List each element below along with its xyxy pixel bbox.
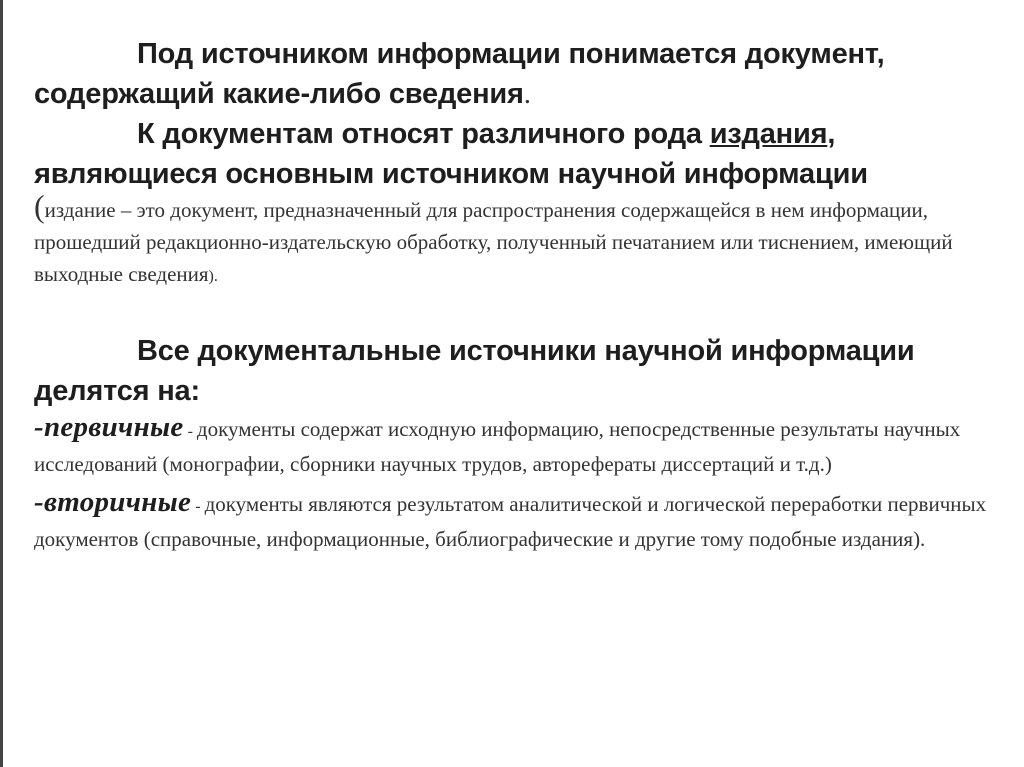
list-item-secondary	[34, 486, 996, 555]
heading1-line1: Под источником информации понимается документ,	[137, 38, 885, 70]
list-item-primary	[34, 411, 996, 480]
term-secondary: -вторичные	[34, 486, 192, 518]
heading-source-definition	[34, 34, 996, 114]
heading2-after: ,	[827, 118, 836, 150]
definition-text: издание – это документ, предназначенный для распространения содержащейся в нем информации, прошедший редакционно-издательскую обработку, полученный печатанием или тиснением, имеющий выходные сведения	[34, 198, 953, 286]
heading2-before: К документам относят различного рода	[137, 118, 710, 150]
heading1-line2: содержащий какие-либо сведения	[34, 78, 524, 110]
heading2-line2: являющиеся основным источником научной информации	[34, 158, 868, 190]
slide-left-border	[0, 0, 3, 767]
heading2-underlined-editions: издания	[709, 118, 828, 150]
secondary-description: документы являются результатом аналитической и логической переработки первичных документов (справочные, информационные, библиографические и другие тому подобные издания).	[34, 492, 987, 551]
edition-definition	[34, 188, 996, 293]
heading-classification	[34, 331, 996, 411]
heading3-line1: Все документальные источники научной информации	[137, 335, 915, 367]
definition-open-paren: (	[34, 188, 45, 224]
slide-content	[34, 34, 996, 555]
heading3-line2: делятся на:	[34, 375, 200, 407]
heading1-line2-tail: .	[523, 78, 531, 110]
term-primary: -первичные	[34, 411, 184, 443]
heading-documents-editions	[34, 114, 996, 194]
term-secondary-dash: -	[191, 498, 205, 515]
term-primary-dash: -	[183, 423, 197, 440]
definition-close: ).	[208, 268, 218, 285]
primary-description: документы содержат исходную информацию, непосредственные результаты научных исследований (монографии, сборники научных трудов, авторефераты диссертаций и т.д.)	[34, 417, 961, 476]
